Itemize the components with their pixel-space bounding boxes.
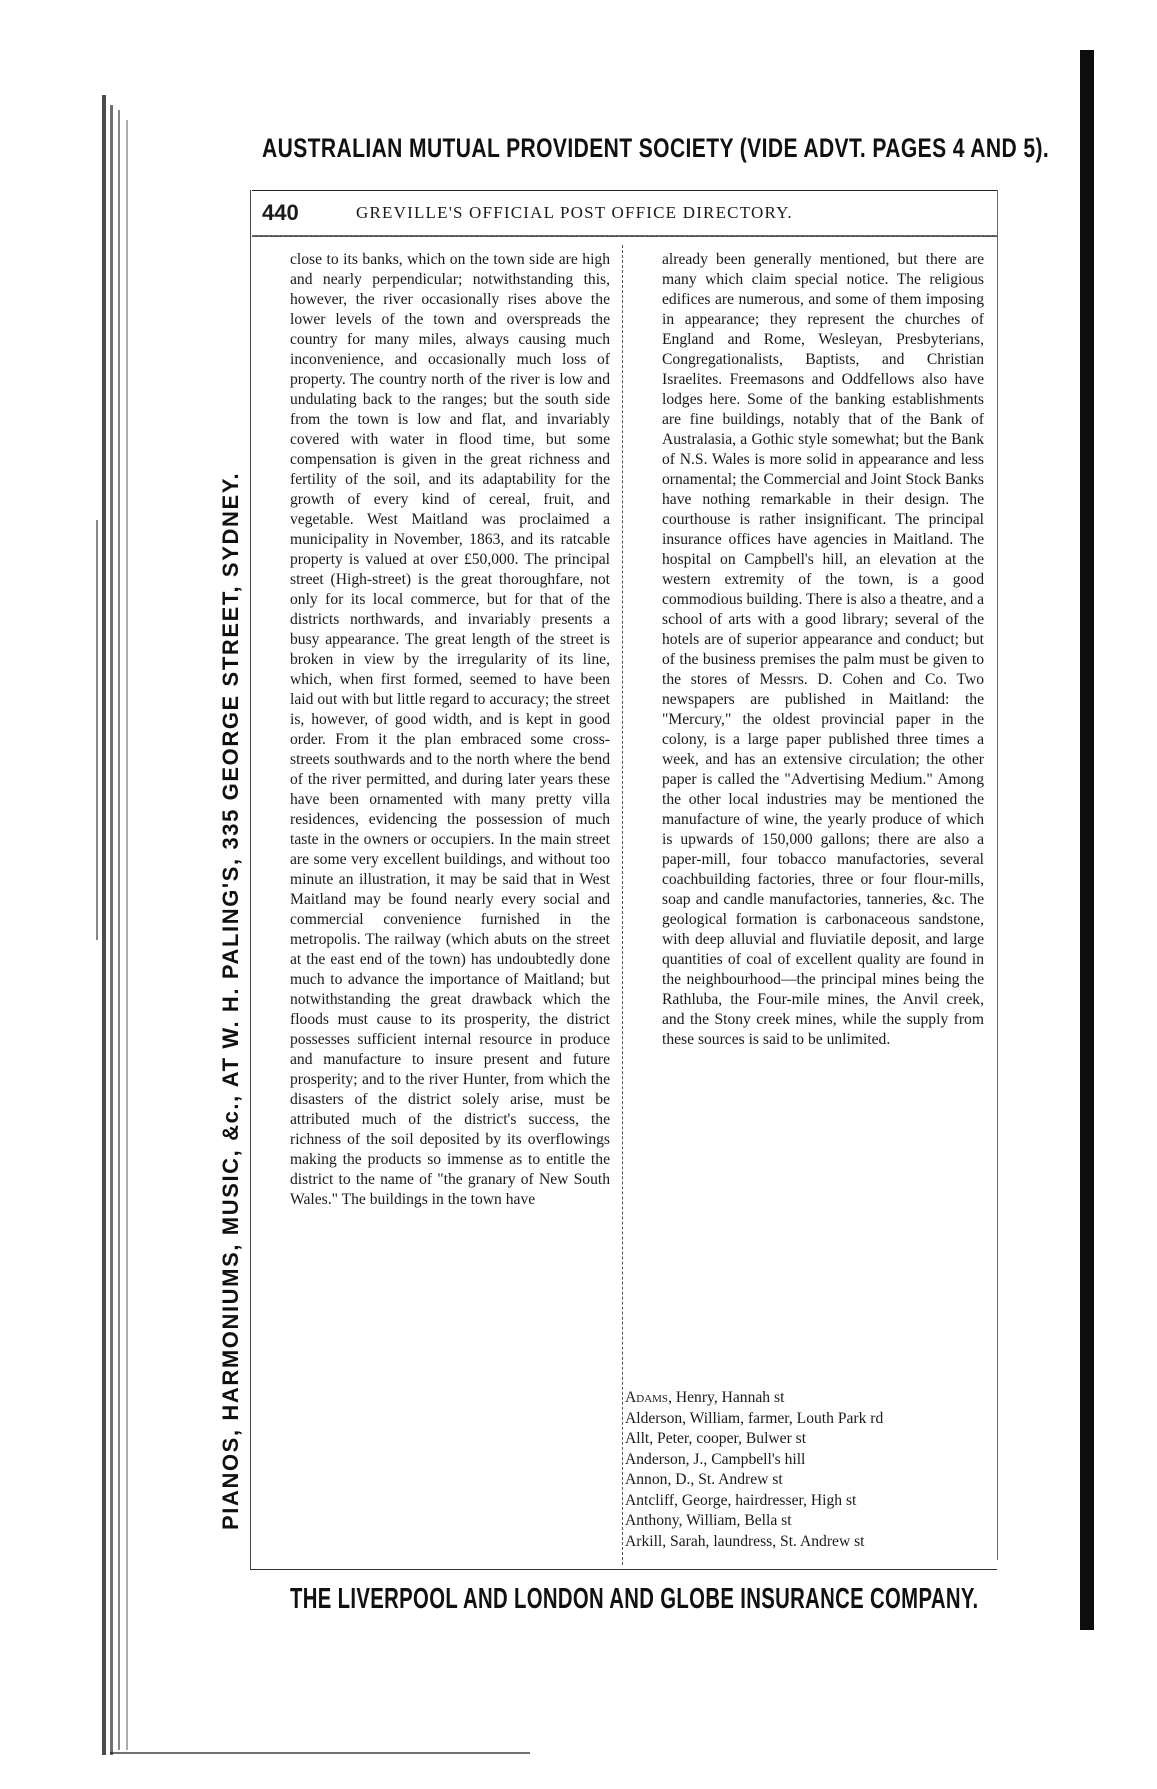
frame-rule-top [252, 190, 997, 191]
side-advertisement: PIANOS, HARMONIUMS, MUSIC, &c., AT W. H. PALING'S, 335 GEORGE STREET, SYDNEY. [218, 471, 243, 1530]
entry-details: Antcliff, George, hairdresser, High st [625, 1491, 857, 1509]
directory-entry [625, 1429, 995, 1450]
text-column-left [290, 250, 610, 1210]
body-paragraph: close to its banks, which on the town side are high and nearly perpendicular; notwithstanding this, however, the river occasionally rises above the lower levels of the town and overspreads the country for many miles, always causing much inconvenience, and occasionally much loss of property. The country north of the river is low and undulating back to the ranges; but the south side from the town is low and flat, and invariably covered with water in flood time, but some compensation is given in the great richness and fertility of the soil, and its adaptability for the growth of every kind of cereal, fruit, and vegetable. West Maitland was proclaimed a municipality in November, 1863, and its ratcable property is valued at over £50,000. The principal street (High-street) is the great thoroughfare, not only for its local commerce, but for that of the districts northwards, and invariably presents a busy appearance. The great length of the street is broken in view by the irregularity of its line, which, when first formed, seemed to have been laid out with but little regard to accuracy; the street is, however, of good width, and is kept in good order. From it the plan embraced some cross-streets southwards and to the north where the bend of the river permitted, and during later years these have been ornamented with many pretty villa residences, evidencing the possession of much taste in the owners or occupiers. In the main street are some very excellent buildings, and without too minute an illustration, it may be said that in West Maitland may be found nearly every social and commercial convenience furnished in the metropolis. The railway (which abuts on the street at the east end of the town) has undoubtedly done much to advance the importance of Maitland; but notwithstanding the great drawback which the floods must cause to its prosperity, the district possesses sufficient internal resource in produce and manufacture to insure present and future prosperity; and to the river Hunter, from which the disasters of the district solely arise, must be attributed much of the district's success, the richness of the soil deposited by its overflowings making the products so immense as to entitle the district to the name of "the granary of New South Wales." The buildings in the town have [290, 251, 610, 1208]
directory-listing [625, 1388, 995, 1552]
directory-entry [625, 1450, 995, 1471]
directory-entry [625, 1511, 995, 1532]
right-page-edge [1080, 50, 1094, 1630]
top-advertisement: AUSTRALIAN MUTUAL PROVIDENT SOCIETY (VIDE ADVT. PAGES 4 AND 5). [262, 133, 1050, 163]
column-divider [622, 245, 624, 1565]
entry-details: Alderson, William, farmer, Louth Park rd [625, 1409, 884, 1427]
directory-entry [625, 1532, 995, 1553]
entry-surname: Adams [625, 1389, 669, 1406]
frame-rule-left [250, 190, 251, 1570]
entry-details: Anderson, J., Campbell's hill [625, 1450, 806, 1468]
binding-edge-streak [102, 95, 106, 1755]
entry-details: , Henry, Hannah st [668, 1389, 785, 1406]
body-paragraph: already been generally mentioned, but there are many which claim special notice. The religious edifices are numerous, and some of them imposing in appearance; they represent the churches of England and Rome, Wesleyan, Presbyterians, Congregationalists, Baptists, and Christian Israelites. Freemasons and Oddfellows also have lodges here. Some of the banking establishments are fine buildings, notably that of the Bank of Australasia, a Gothic style somewhat; but the Bank of N.S. Wales is more solid in appearance and less ornamental; the Commercial and Joint Stock Banks have nothing remarkable in their design. The courthouse is rather insignificant. The principal insurance offices have agencies in Maitland. The hospital on Campbell's hill, an elevation at the western extremity of the town, is a good commodious building. There is also a theatre, and a school of arts with a good library; several of the hotels are of superior appearance and conduct; but of the business premises the palm must be given to the stores of Messrs. D. Cohen and Co. Two newspapers are published in Maitland: the "Mercury," the oldest provincial paper in the colony, is a large paper published three times a week, and has an extensive circulation; the other paper is called the "Advertising Medium." Among the other local industries may be mentioned the manufacture of wine, the yearly produce of which is upwards of 150,000 gallons; there are also a paper-mill, four tobacco manufactories, several coachbuilding factories, three or four flour-mills, soap and candle manufactories, tanneries, &c. The geological formation is carbonaceous sandstone, with deep alluvial and fluviatile deposit, and large quantities of coal of excellent quality are found in the neighbourhood—the principal mines being the Rathluba, the Four-mile mines, the Anvil creek, and the Stony creek mines, while the supply from these sources is said to be unlimited. [662, 251, 984, 1048]
directory-entry [625, 1409, 995, 1430]
bottom-scan-line [110, 1752, 530, 1754]
frame-rule-bottom [250, 1569, 997, 1570]
directory-entry [625, 1470, 995, 1491]
entry-details: Allt, Peter, cooper, Bulwer st [625, 1430, 807, 1447]
entry-details: Arkill, Sarah, laundress, St. Andrew st [625, 1532, 865, 1550]
page-number: 440 [262, 200, 299, 225]
entry-details: Anthony, William, Bella st [625, 1512, 792, 1529]
header-rule [252, 235, 997, 237]
binding-edge-streak [110, 105, 113, 1755]
binding-edge-streak [118, 110, 120, 1750]
page-title: GREVILLE'S OFFICIAL POST OFFICE DIRECTORY. [356, 203, 793, 222]
binding-edge-streak [96, 520, 98, 940]
text-column-right [662, 250, 984, 1050]
footer-advertisement: THE LIVERPOOL AND LONDON AND GLOBE INSURANCE COMPANY. [290, 1583, 979, 1615]
directory-entry [625, 1388, 995, 1409]
binding-edge-streak [126, 120, 128, 1750]
directory-entry [625, 1491, 995, 1512]
entry-details: Annon, D., St. Andrew st [625, 1471, 783, 1488]
frame-rule-right [997, 190, 998, 1560]
